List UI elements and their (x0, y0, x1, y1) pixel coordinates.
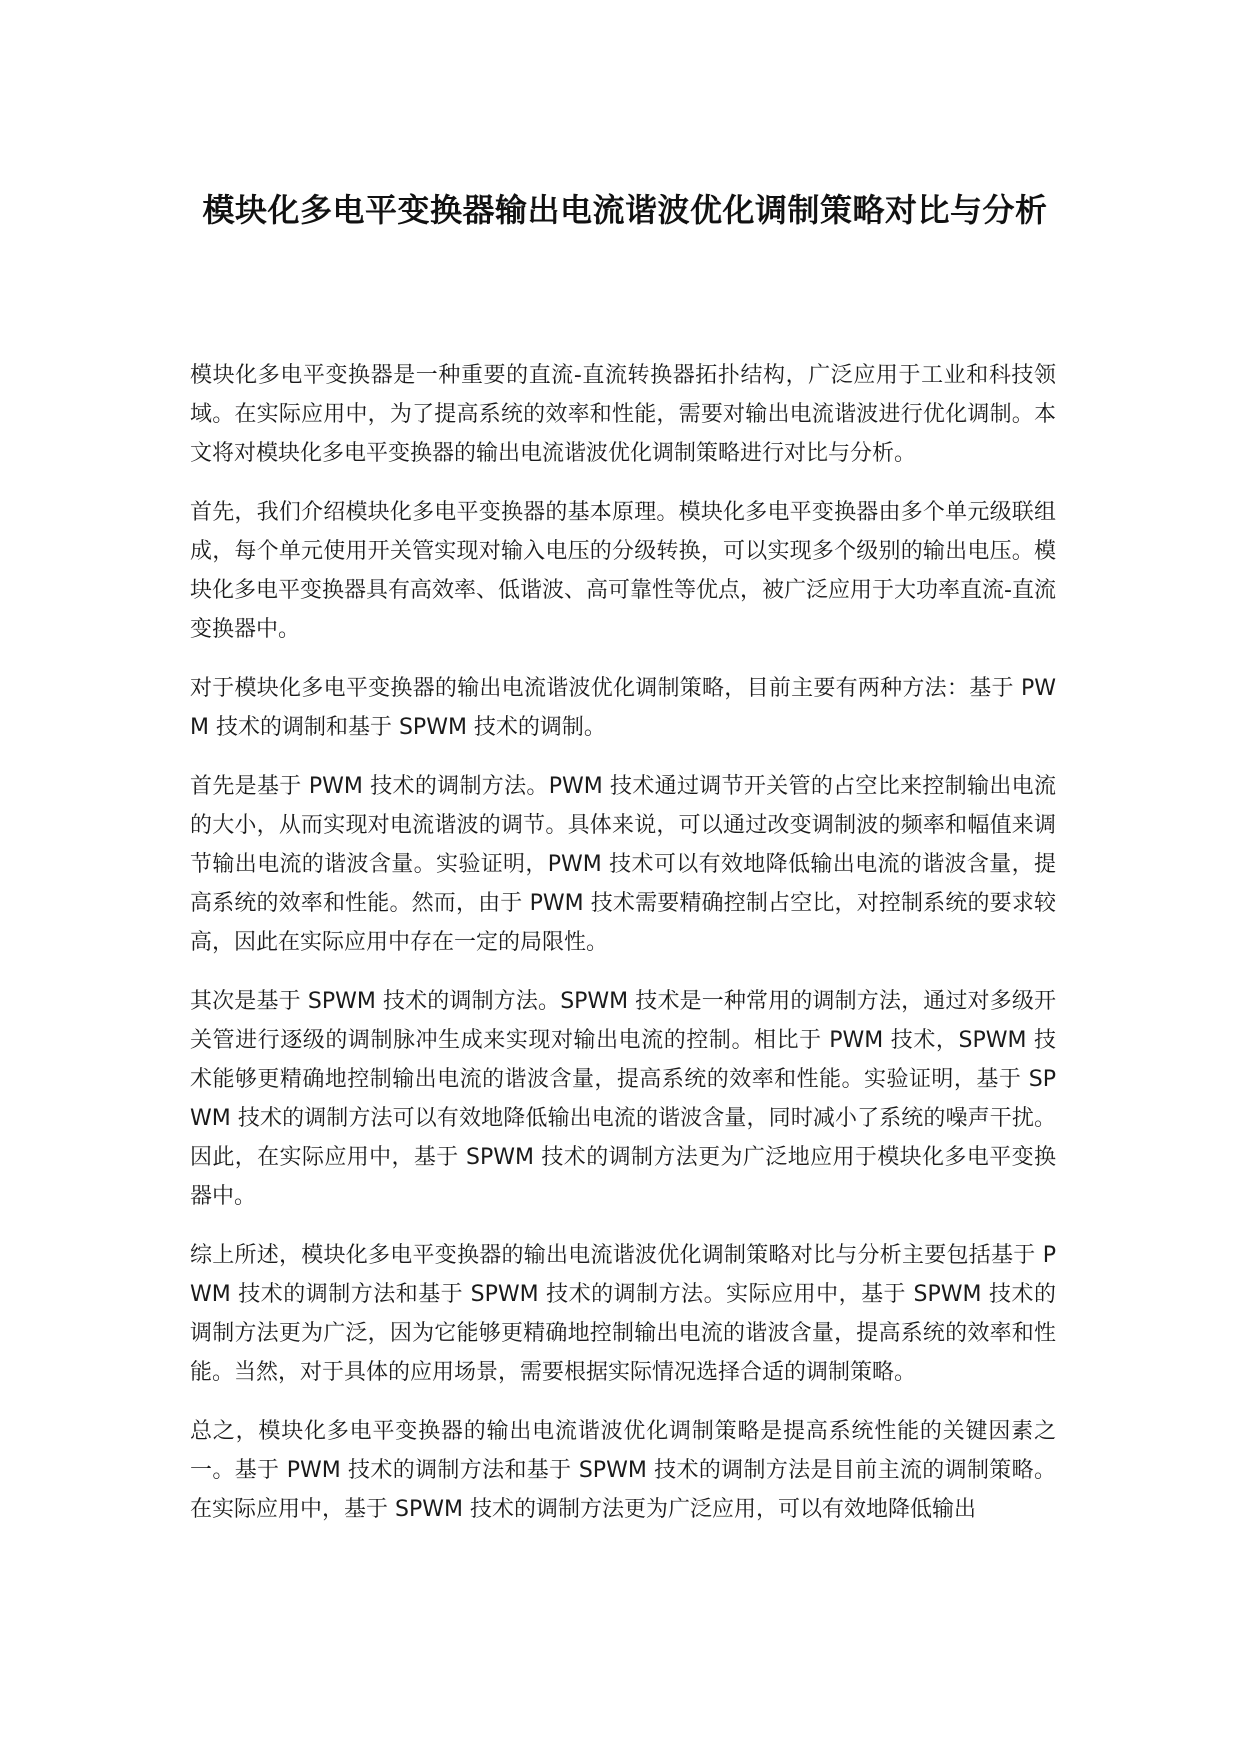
paragraph-2: 首先，我们介绍模块化多电平变换器的基本原理。模块化多电平变换器由多个单元级联组成，每个单元使用开关管实现对输入电压的分级转换，可以实现多个级别的输出电压。模块化多电平变换器具有高效率、低谐波、高可靠性等优点，被广泛应用于大功率直流-直流变换器中。 (190, 500, 1056, 642)
document-body (190, 356, 1056, 1549)
paragraph-7: 总之，模块化多电平变换器的输出电流谐波优化调制策略是提高系统性能的关键因素之一。基于 PWM 技术的调制方法和基于 SPWM 技术的调制方法是目前主流的调制策略。在实际应用中，基于 SPWM 技术的调制方法更为广泛应用，可以有效地降低输出 (190, 1419, 1056, 1522)
paragraph-1: 模块化多电平变换器是一种重要的直流-直流转换器拓扑结构，广泛应用于工业和科技领域。在实际应用中，为了提高系统的效率和性能，需要对输出电流谐波进行优化调制。本文将对模块化多电平变换器的输出电流谐波优化调制策略进行对比与分析。 (190, 363, 1056, 466)
paragraph-5: 其次是基于 SPWM 技术的调制方法。SPWM 技术是一种常用的调制方法，通过对多级开关管进行逐级的调制脉冲生成来实现对输出电流的控制。相比于 PWM 技术，SPWM 技术能够更精确地控制输出电流的谐波含量，提高系统的效率和性能。实验证明，基于 SPWM 技术的调制方法可以有效地降低输出电流的谐波含量，同时减小了系统的噪声干扰。因此，在实际应用中，基于 SPWM 技术的调制方法更为广泛地应用于模块化多电平变换器中。 (190, 989, 1056, 1209)
document-title: 模块化多电平变换器输出电流谐波优化调制策略对比与分析 (202, 191, 1048, 229)
paragraph-3: 对于模块化多电平变换器的输出电流谐波优化调制策略，目前主要有两种方法：基于 PWM 技术的调制和基于 SPWM 技术的调制。 (190, 676, 1056, 740)
paragraph-4: 首先是基于 PWM 技术的调制方法。PWM 技术通过调节开关管的占空比来控制输出电流的大小，从而实现对电流谐波的调节。具体来说，可以通过改变调制波的频率和幅值来调节输出电流的谐波含量。实验证明，PWM 技术可以有效地降低输出电流的谐波含量，提高系统的效率和性能。然而，由于 PWM 技术需要精确控制占空比，对控制系统的要求较高，因此在实际应用中存在一定的局限性。 (190, 774, 1056, 955)
paragraph-6: 综上所述，模块化多电平变换器的输出电流谐波优化调制策略对比与分析主要包括基于 PWM 技术的调制方法和基于 SPWM 技术的调制方法。实际应用中，基于 SPWM 技术的调制方法更为广泛，因为它能够更精确地控制输出电流的谐波含量，提高系统的效率和性能。当然，对于具体的应用场景，需要根据实际情况选择合适的调制策略。 (190, 1243, 1056, 1385)
